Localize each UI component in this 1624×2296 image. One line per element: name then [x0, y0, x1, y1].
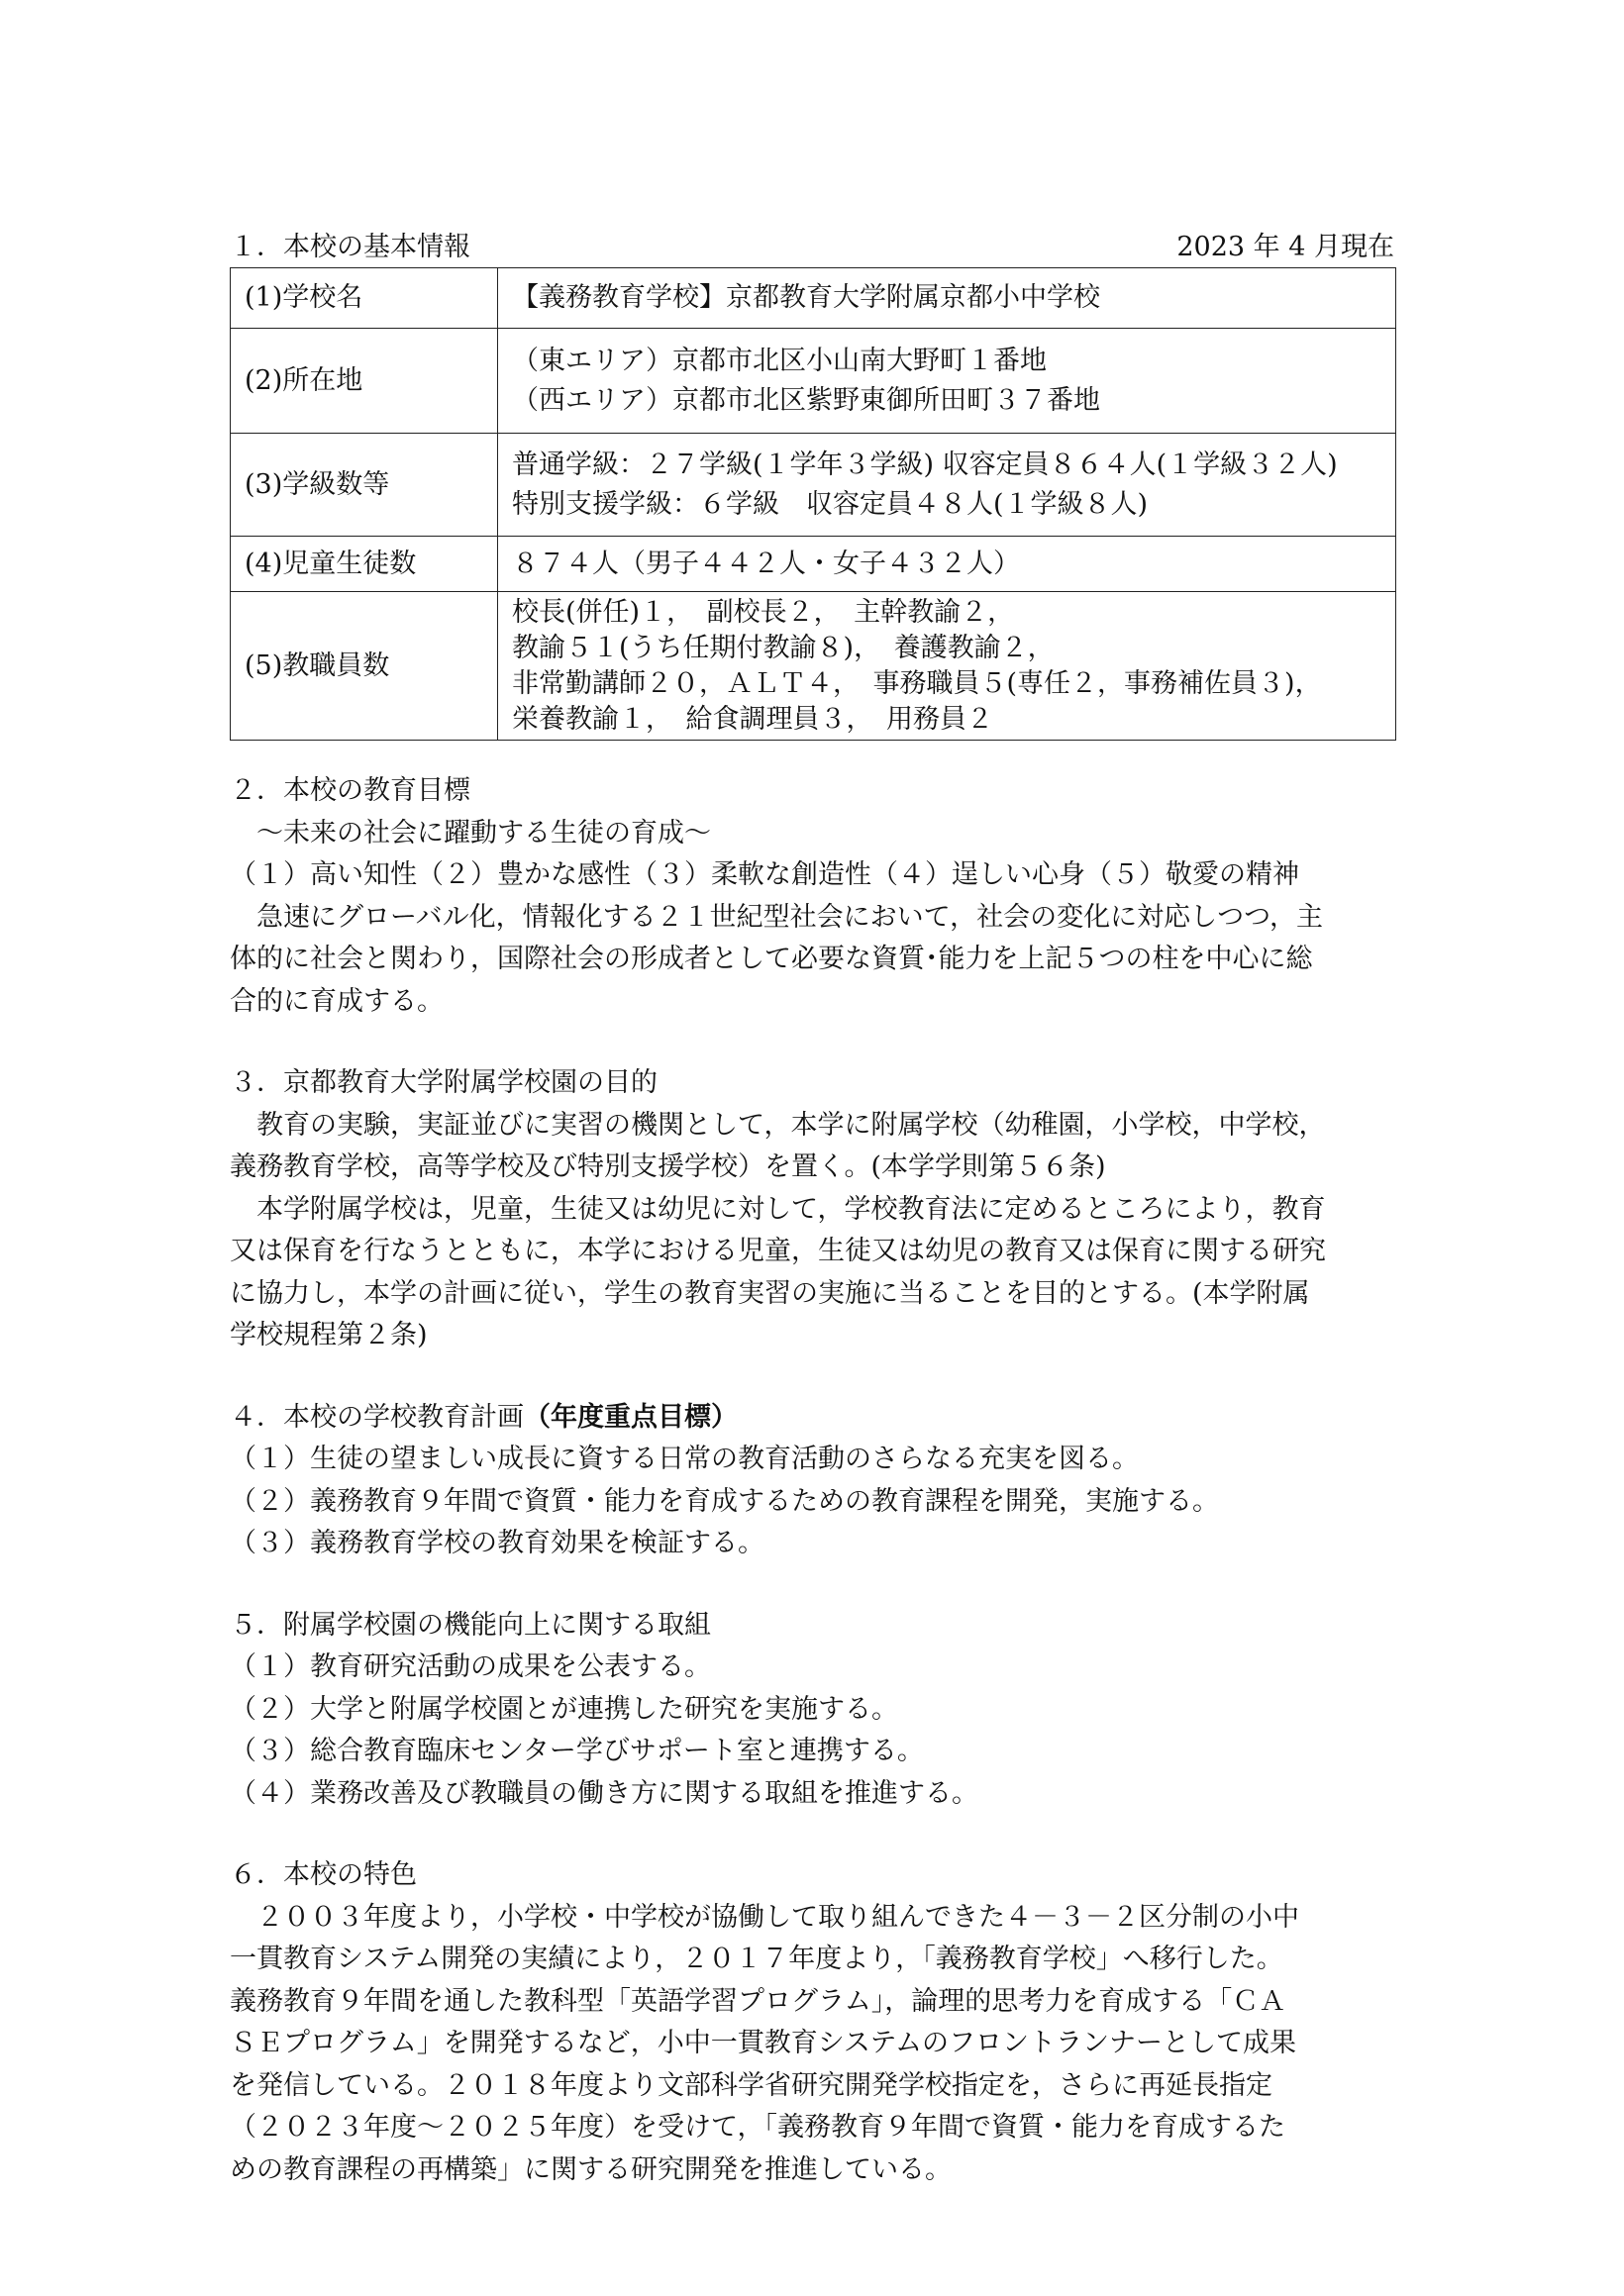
section-3 — [230, 1062, 1394, 1357]
section-1-title: １．本校の基本情報 — [230, 232, 470, 262]
row-value — [498, 268, 1396, 329]
paragraph-line: ２００３年度より，小学校・中学校が協働して取り組んできた４－３－２区分制の小中 — [230, 1901, 1299, 1933]
list-item: （２）大学と附属学校園とが連携した研究を実施する。 — [230, 1693, 898, 1725]
paragraph-line: を発信している。２０１８年度より文部科学省研究開発学校指定を，さらに再延長指定 — [230, 2069, 1272, 2101]
section-4-title-text: ４．本校の学校教育計画 — [230, 1401, 524, 1433]
section-3-title: ３．京都教育大学附属学校園の目的 — [230, 1067, 658, 1098]
paragraph-line: 急速にグローバル化，情報化する２１世紀型社会において，社会の変化に対応しつつ，主 — [256, 901, 1324, 933]
section-4 — [230, 1397, 1394, 1565]
value-line: ８７４人（男子４４２人・女子４３２人） — [512, 548, 1020, 579]
table-row — [231, 537, 1396, 592]
paragraph-line: 義務教育学校，高等学校及び特別支援学校）を置く。(本学学則第５６条) — [230, 1151, 1106, 1182]
row-value — [498, 329, 1396, 434]
section-2 — [230, 770, 1394, 1023]
section-2-pillars: （１）高い知性（２）豊かな感性（３）柔軟な創造性（４）逞しい心身（５）敬愛の精神 — [230, 859, 1299, 890]
row-key: (4)児童生徒数 — [231, 537, 498, 592]
paragraph-line: 教育の実験，実証並びに実習の機関として，本学に附属学校（幼稚園，小学校，中学校， — [256, 1109, 1326, 1141]
paragraph-line: に協力し，本学の計画に従い，学生の教育実習の実施に当ることを目的とする。(本学附属 — [230, 1277, 1310, 1309]
table-row — [231, 434, 1396, 537]
list-item: （４）業務改善及び教職員の働き方に関する取組を推進する。 — [230, 1777, 978, 1809]
section-2-title: ２．本校の教育目標 — [230, 775, 470, 806]
row-key: (2)所在地 — [231, 329, 498, 434]
section-5 — [230, 1605, 1394, 1816]
list-item: （１）生徒の望ましい成長に資する日常の教育活動のさらなる充実を図る。 — [230, 1444, 1139, 1474]
section-5-title: ５．附属学校園の機能向上に関する取組 — [230, 1609, 711, 1641]
section-2-subtitle: ～未来の社会に躍動する生徒の育成～ — [256, 817, 711, 849]
paragraph-line: 義務教育９年間を通した教科型「英語学習プログラム」，論理的思考力を育成する「ＣＡ — [230, 1985, 1286, 2017]
list-item: （１）教育研究活動の成果を公表する。 — [230, 1651, 711, 1682]
paragraph-line: （２０２３年度～２０２５年度）を受けて，「義務教育９年間で資質・能力を育成するた — [230, 2112, 1285, 2143]
as-of-date: 2023 年 4 月現在 — [1176, 232, 1394, 262]
value-line: 栄養教諭１， 給食調理員３， 用務員２ — [512, 703, 993, 735]
row-value — [498, 434, 1396, 537]
value-line: 普通学級：２７学級(１学年３学級) 収容定員８６４人(１学級３２人) — [512, 449, 1338, 480]
row-value — [498, 537, 1396, 592]
table-row — [231, 592, 1396, 741]
section-4-title-emphasis: （年度重点目標） — [524, 1401, 738, 1433]
paragraph-line: 本学附属学校は，児童，生徒又は幼児に対して，学校教育法に定めるところにより，教育 — [256, 1193, 1326, 1225]
value-line: 教諭５１(うち任期付教諭８)， 養護教諭２， — [512, 632, 1055, 663]
value-line: 校長(併任)１， 副校長２， 主幹教諭２， — [512, 596, 1015, 628]
basic-info-table — [230, 267, 1396, 741]
list-item: （３）総合教育臨床センター学びサポート室と連携する。 — [230, 1736, 924, 1766]
section-6-title: ６．本校の特色 — [230, 1859, 417, 1890]
table-row — [231, 268, 1396, 329]
value-line: （東エリア）京都市北区小山南大野町１番地 — [512, 345, 1047, 376]
list-item: （２）義務教育９年間で資質・能力を育成するための教育課程を開発，実施する。 — [230, 1485, 1219, 1517]
section-1-header — [230, 228, 1394, 267]
paragraph-line: めの教育課程の再構築」に関する研究開発を推進している。 — [230, 2153, 952, 2185]
paragraph-line: 又は保育を行なうとともに，本学における児童，生徒又は幼児の教育又は保育に関する研究 — [230, 1236, 1326, 1266]
value-line: 特別支援学級：６学級 収容定員４８人(１学級８人) — [512, 488, 1149, 520]
paragraph-line: 学校規程第２条) — [230, 1320, 428, 1350]
paragraph-line: 体的に社会と関わり，国際社会の形成者として必要な資質･能力を上記５つの柱を中心に総 — [230, 944, 1313, 974]
row-key: (5)教職員数 — [231, 592, 498, 741]
value-line: （西エリア）京都市北区紫野東御所田町３７番地 — [512, 384, 1100, 416]
section-4-title — [230, 1397, 1394, 1440]
row-value — [498, 592, 1396, 741]
section-6 — [230, 1854, 1394, 2191]
value-line: 非常勤講師２０，ＡＬＴ４， 事務職員５(専任２，事務補佐員３)， — [512, 667, 1322, 699]
row-key: (3)学級数等 — [231, 434, 498, 537]
value-line: 【義務教育学校】京都教育大学附属京都小中学校 — [512, 282, 1100, 313]
table-row — [231, 329, 1396, 434]
paragraph-line: 一貫教育システム開発の実績により，２０１７年度より，「義務教育学校」へ移行した。 — [230, 1944, 1283, 1974]
list-item: （３）義務教育学校の教育効果を検証する。 — [230, 1528, 764, 1558]
paragraph-line: 合的に育成する。 — [230, 985, 444, 1017]
row-key: (1)学校名 — [231, 268, 498, 329]
paragraph-line: ＳＥプログラム」を開発するなど，小中一貫教育システムのフロントランナーとして成果 — [230, 2028, 1297, 2058]
